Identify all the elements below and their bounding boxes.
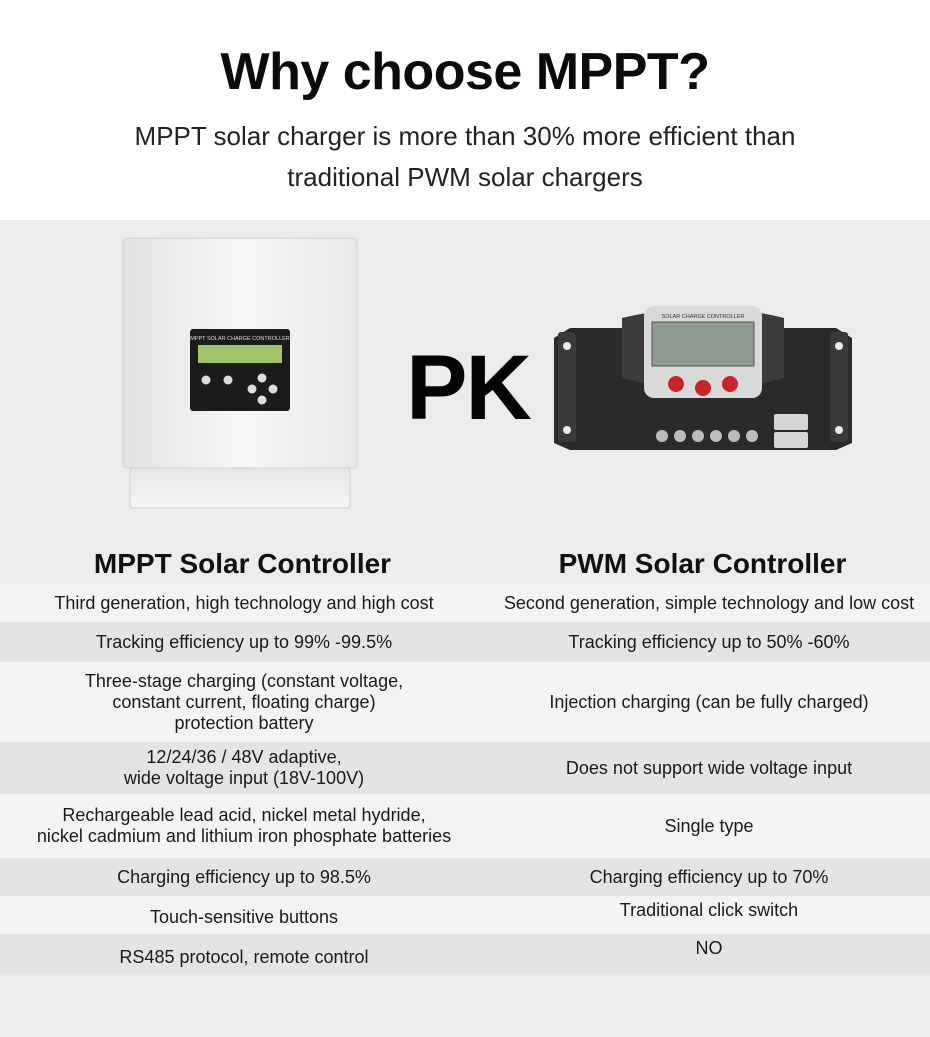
comparison-row	[0, 896, 930, 934]
mppt-cell: Charging efficiency up to 98.5%	[117, 866, 371, 887]
pwm-cell: Injection charging (can be fully charged)	[549, 691, 869, 712]
pwm-cell: Tracking efficiency up to 50% -60%	[568, 631, 850, 652]
vs-label: PK	[406, 337, 530, 439]
comparison-row	[0, 584, 930, 622]
comparison-row	[0, 622, 930, 662]
comparison-row	[0, 794, 930, 858]
pwm-cell: Single type	[664, 815, 754, 836]
page-subtitle: MPPT solar charger is more than 30% more efficient than traditional PWM solar chargers	[134, 121, 796, 192]
comparison-row	[0, 662, 930, 742]
header-section	[0, 0, 930, 220]
comparison-row	[0, 934, 930, 974]
pwm-column-header: PWM Solar Controller	[558, 548, 847, 579]
mppt-cell: 12/24/36 / 48V adaptive, wide voltage input (18V-100V)	[123, 747, 365, 788]
mppt-cell: Tracking efficiency up to 99% -99.5%	[95, 631, 393, 652]
pwm-panel-label: SOLAR CHARGE CONTROLLER	[661, 314, 745, 320]
mppt-cell: Three-stage charging (constant voltage, constant current, floating charge) protection battery	[84, 670, 404, 733]
page-title: Why choose MPPT?	[220, 43, 710, 101]
comparison-row	[0, 742, 930, 794]
mppt-cell: Rechargeable lead acid, nickel metal hydride, nickel cadmium and lithium iron phosphate batteries	[36, 805, 452, 846]
mppt-cell: Touch-sensitive buttons	[149, 906, 339, 927]
pwm-cell: Charging efficiency up to 70%	[589, 866, 829, 887]
mppt-panel-label: MPPT SOLAR CHARGE CONTROLLER	[190, 336, 290, 342]
mppt-cell: RS485 protocol, remote control	[119, 946, 369, 967]
mppt-column-header: MPPT Solar Controller	[93, 548, 392, 579]
pwm-cell: Second generation, simple technology and low cost	[503, 592, 915, 613]
comparison-row	[0, 858, 930, 896]
mppt-cell: Third generation, high technology and high cost	[54, 592, 434, 613]
pwm-controller-image	[552, 298, 854, 473]
pwm-cell: NO	[695, 937, 723, 958]
pwm-cell: Traditional click switch	[619, 899, 799, 920]
pwm-cell: Does not support wide voltage input	[565, 757, 853, 778]
mppt-controller-image	[122, 237, 358, 509]
